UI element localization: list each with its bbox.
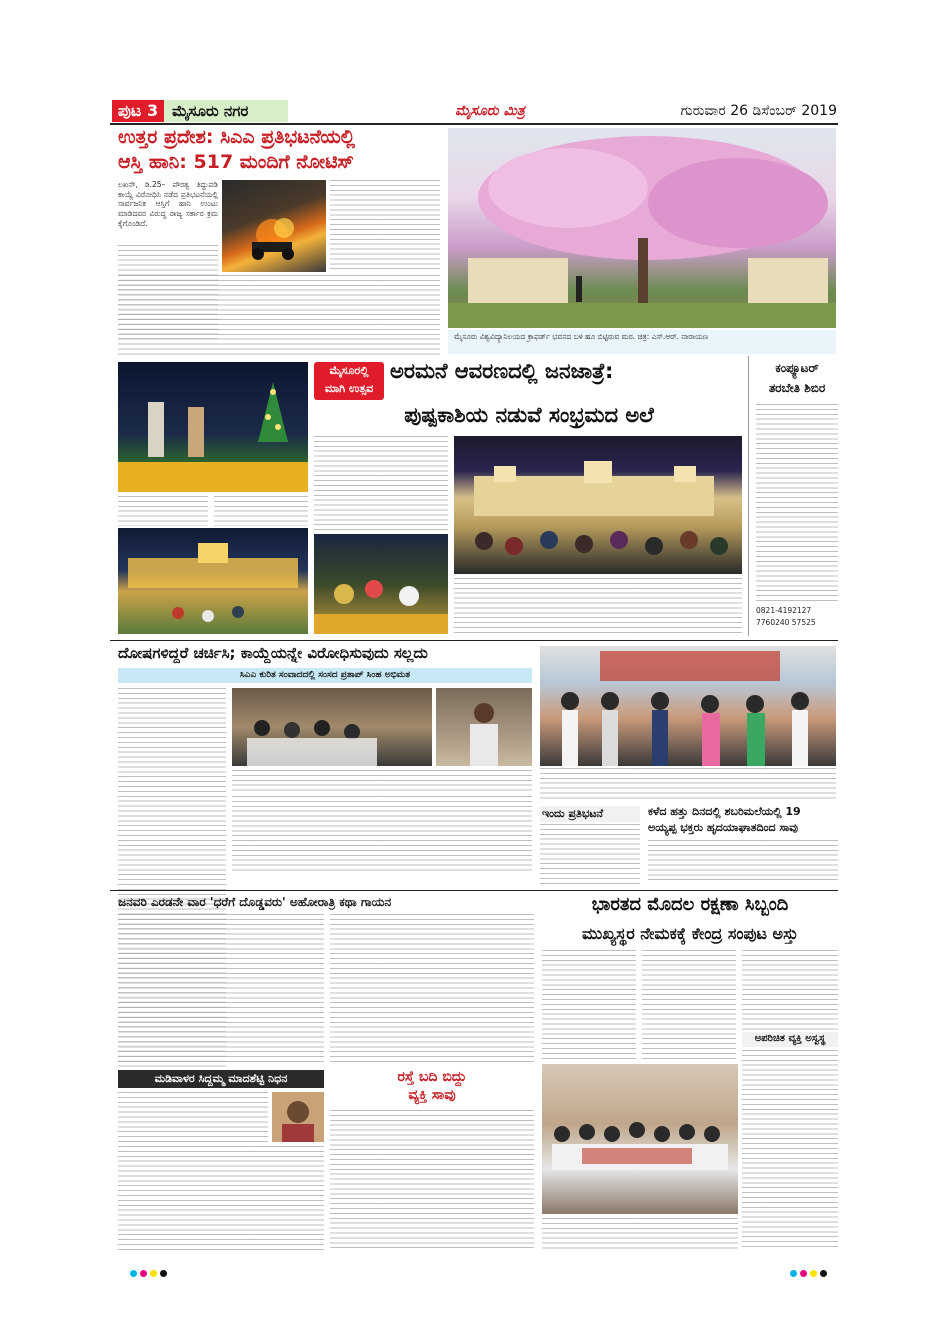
camp-phone-2: 7760240 57525: [756, 618, 816, 627]
camp-headline-2: ತರಬೇತಿ ಶಿಬಿರ: [768, 381, 826, 395]
page-number: ಪುಟ 3: [112, 100, 164, 122]
accident-headline-1: ರಸ್ತೆ ಬದಿ ಬಿದ್ದು: [397, 1069, 467, 1085]
registration-marks-left: [130, 1262, 330, 1272]
audience-photo: [232, 688, 432, 766]
registration-dot: [150, 1270, 157, 1277]
group-art: [542, 1064, 738, 1214]
registration-dot: [800, 1270, 807, 1277]
defence-text-col2: [642, 950, 736, 1060]
up-text-bottom: [118, 275, 440, 355]
feature-tag: [314, 362, 384, 400]
camp-headline-1: ಕಂಪ್ಯೂಟರ್: [775, 361, 819, 375]
registration-dot: [810, 1270, 817, 1277]
portrait-art: [272, 1092, 324, 1142]
section-title: ಮೈಸೂರು ನಗರ: [164, 100, 288, 122]
accident-headline-2: ವ್ಯಕ್ತಿ ಸಾವು: [408, 1087, 456, 1103]
palace-lit-photo: [118, 528, 308, 634]
katha-text-col2: [330, 914, 534, 1064]
palace-text-col1: [314, 436, 448, 532]
flower-caption: ಮೈಸೂರು ವಿಶ್ವವಿದ್ಯಾನಿಲಯದ ಕ್ರಾಫರ್ಡ್ ಭವನದ ಬಳಿ ಹೂ ಬಿಟ್ಟಿರುವ ಮರ. ಚಿತ್ರ: ಎಸ್.ಆರ್. ನಾರಾಯಣ: [448, 330, 836, 354]
unknown-text: [742, 1050, 838, 1250]
registration-marks-right: [790, 1262, 850, 1272]
registration-dot: [160, 1270, 167, 1277]
speaker-photo: [436, 688, 532, 766]
section-rule-2: [110, 890, 838, 891]
accident-text: [330, 1110, 534, 1250]
obituary-portrait: [272, 1092, 324, 1142]
obituary-text-top: [118, 1092, 268, 1142]
speaker-art: [436, 688, 532, 766]
registration-dot: [140, 1270, 147, 1277]
issue-date: ಗುರುವಾರ 26 ಡಿಸೆಂಬರ್ 2019: [680, 103, 837, 119]
ceremony-caption: [540, 768, 836, 800]
camp-text: [756, 404, 838, 604]
palace-headline-2: ಪುಷ್ಪಕಾಶಿಯ ನಡುವೆ ಸಂಭ್ರಮದ ಅಲೆ: [404, 403, 654, 427]
garden-night-art: [314, 534, 448, 634]
camp-phone-1: 0821-4192127: [756, 606, 812, 615]
palace-text-b: [214, 496, 308, 526]
flower-tree-art: [448, 128, 836, 328]
pilgrims-text: [648, 840, 838, 884]
obituary-text: [118, 1146, 324, 1250]
ceremony-photo: [540, 646, 836, 766]
registration-dot: [130, 1270, 137, 1277]
feature-tag-line-2: ಮಾಗಿ ಉತ್ಸವ: [324, 382, 374, 395]
crowd-photo: [454, 436, 742, 574]
feature-tag-line-1: ಮೈಸೂರಲ್ಲಿ: [329, 364, 369, 377]
section-rule-1: [110, 640, 838, 641]
debate-headline: ದೋಷಗಳಿದ್ದರೆ ಚರ್ಚಿಸಿ; ಕಾಯ್ದೆಯನ್ನೇ ವಿರೋಧಿಸುವುದು ಸಲ್ಲದು: [118, 644, 428, 662]
pilgrims-headline-1: ಕಳೆದ ಹತ್ತು ದಿನದಲ್ಲಿ ಶಬರಿಮಲೆಯಲ್ಲಿ 19: [648, 805, 801, 818]
flower-tree-photo: [448, 128, 836, 328]
palace-text-a: [118, 496, 208, 526]
riot-photo-art: [222, 180, 326, 272]
palace-text-bottom: [454, 578, 742, 634]
column-divider: [748, 356, 749, 636]
defence-headline-2: ಮುಖ್ಯಸ್ಥರ ನೇಮಕಕ್ಕೆ ಕೇಂದ್ರ ಸಂಪುಟ ಅಸ್ತು: [581, 924, 799, 943]
group-photo: [542, 1064, 738, 1214]
registration-dot: [790, 1270, 797, 1277]
today-headline: ಇಂದು ಪ್ರತಿಭಟನೆ: [540, 806, 640, 822]
masthead: ಮೈಸೂರು ಮಿತ್ರ: [455, 103, 525, 119]
crowd-art: [454, 436, 742, 574]
garden-night-photo: [314, 534, 448, 634]
unknown-headline: ಅಪರಿಚಿತ ವ್ಯಕ್ತಿ ಅಸ್ವಸ್ಥ: [742, 1032, 838, 1047]
debate-photo-caption: [232, 770, 532, 792]
katha-text-col1: [118, 914, 324, 1064]
katha-headline: ಜನವರಿ ಎರಡನೇ ವಾರ 'ಧರೆಗೆ ದೊಡ್ಡವರು' ಅಹೋರಾತ್ರಿ ಕಥಾ ಗಾಯನ: [118, 895, 392, 909]
riot-photo: [222, 180, 326, 272]
today-text: [540, 824, 640, 884]
header-rule: [110, 123, 838, 125]
palace-headline-1: ಅರಮನೆ ಆವರಣದಲ್ಲಿ ಜನಜಾತ್ರೆ:: [390, 359, 614, 383]
debate-text-col2: [232, 796, 532, 872]
debate-subhead: ಸಿಎಎ ಕುರಿತ ಸಂವಾದದಲ್ಲಿ ಸಂಸದ ಪ್ರತಾಪ್ ಸಿಂಹ ಅಭಿಮತ: [118, 668, 532, 683]
up-text-col2: [330, 180, 440, 270]
defence-text-col1: [542, 950, 636, 1060]
statues-photo: [118, 362, 308, 492]
pilgrims-headline-2: ಅಯ್ಯಪ್ಪ ಭಕ್ತರು ಹೃದಯಾಘಾತದಿಂದ ಸಾವು: [648, 821, 799, 834]
audience-art: [232, 688, 432, 766]
obituary-headline: ಮಡಿವಾಳರ ಸಿದ್ದಮ್ಮ ಮಾದಶೆಟ್ಟಿ ನಿಧನ: [118, 1070, 324, 1088]
registration-dot: [820, 1270, 827, 1277]
palace-lit-art: [118, 528, 308, 634]
up-headline-1: ಉತ್ತರ ಪ್ರದೇಶ: ಸಿಎಎ ಪ್ರತಿಭಟನೆಯಲ್ಲಿ: [118, 126, 356, 148]
up-intro: ಲಖನೌ, ಡಿ.25– ಪೌರತ್ವ ತಿದ್ದುಪಡಿ ಕಾಯ್ದೆ ವಿರೋಧಿಸಿ ನಡೆದ ಪ್ರತಿಭಟನೆಯಲ್ಲಿ ಸಾರ್ವಜನಿಕ ಆಸ್ತಿಗೆ ಹಾನಿ ಉಂಟು ಮಾಡಿದವರ ವಿರುದ್ಧ ರಾಜ್ಯ ಸರ್ಕಾರ ಕ್ರಮ ಕೈಗೊಂಡಿದೆ.: [118, 180, 218, 228]
defence-text-col3: [742, 950, 838, 1030]
defence-headline-1: ಭಾರತದ ಮೊದಲ ರಕ್ಷಣಾ ಸಿಬ್ಬಂದಿ: [591, 894, 789, 915]
up-headline-2: ಆಸ್ತಿ ಹಾನಿ: 517 ಮಂದಿಗೆ ನೋಟಿಸ್: [118, 151, 354, 173]
ceremony-art: [540, 646, 836, 766]
group-caption: [542, 1218, 738, 1250]
statues-art: [118, 362, 308, 492]
